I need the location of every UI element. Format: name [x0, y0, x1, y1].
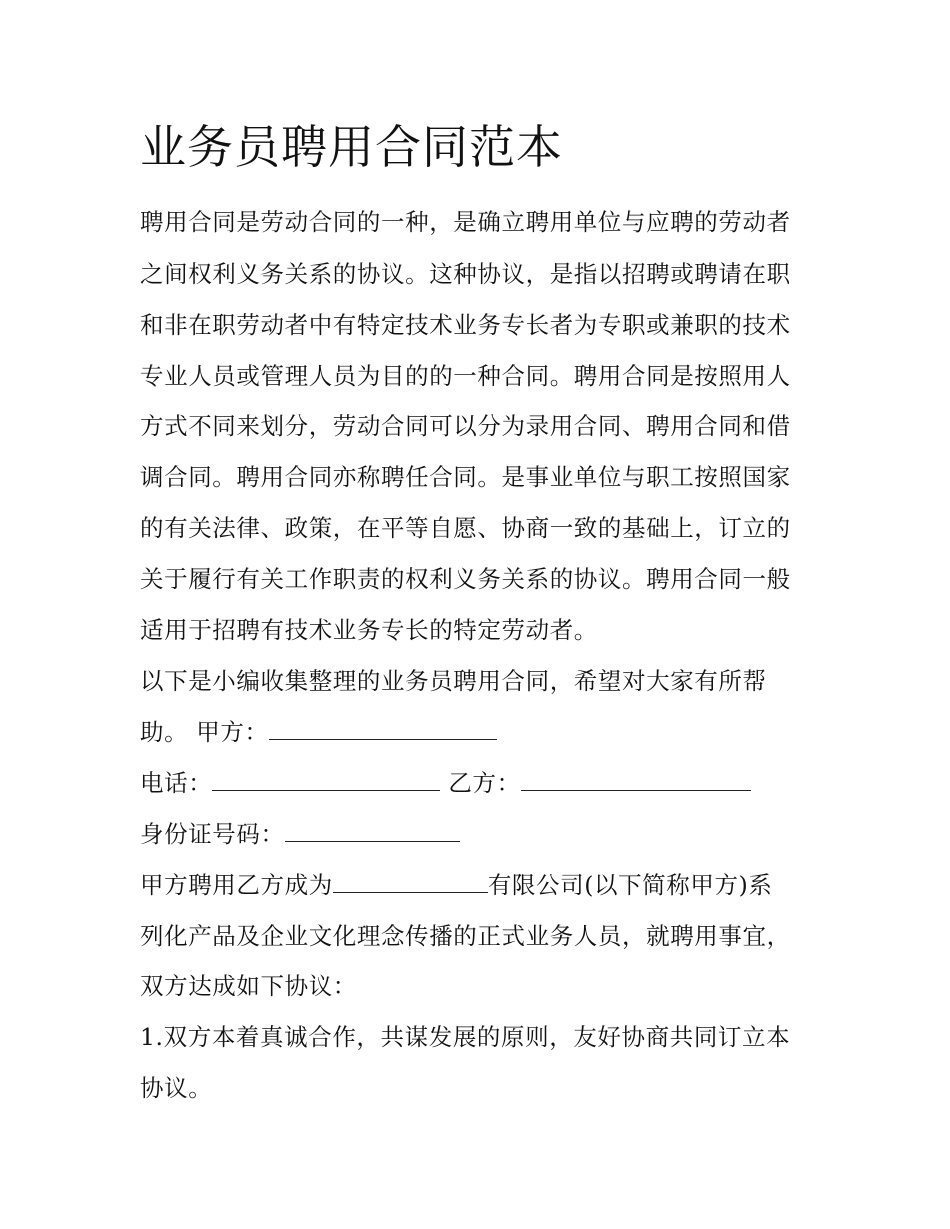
intro-line: 方式不同来划分，劳动合同可以分为录用合同、聘用合同和借: [140, 412, 791, 440]
intro-line: 的有关法律、政策，在平等自愿、协商一致的基础上，订立的: [140, 514, 791, 542]
party-a-line: [140, 714, 497, 750]
lead-tail: 助。: [140, 718, 189, 746]
hire-line-2: 列化产品及企业文化理念传播的正式业务人员，就聘用事宜，: [140, 922, 791, 950]
party-a-blank: [269, 715, 497, 740]
party-b-blank: [521, 766, 751, 791]
party-a-label: 甲方：: [196, 718, 269, 746]
hire-line-3: 双方达成如下协议：: [140, 972, 357, 1000]
intro-line: 调合同。聘用合同亦称聘任合同。是事业单位与职工按照国家: [140, 463, 791, 491]
lead-line: 以下是小编收集整理的业务员聘用合同，希望对大家有所帮: [140, 667, 767, 695]
hire-suffix: 有限公司(以下简称甲方)系: [487, 871, 773, 899]
id-line: [140, 816, 460, 852]
phone-label: 电话：: [140, 769, 213, 797]
phone-blank: [212, 766, 440, 791]
intro-line: 专业人员或管理人员为目的的一种合同。聘用合同是按照用人: [140, 362, 791, 390]
intro-line: 和非在职劳动者中有特定技术业务专长者为专职或兼职的技术: [140, 311, 791, 339]
company-blank: [333, 868, 488, 893]
id-blank: [285, 817, 460, 842]
document-title: 业务员聘用合同范本: [140, 120, 563, 174]
party-b-label: 乙方：: [448, 769, 521, 797]
id-label: 身份证号码：: [140, 820, 285, 848]
clause-1-line-2: 协议。: [140, 1074, 213, 1102]
phone-line: [140, 765, 751, 801]
hire-prefix: 甲方聘用乙方成为: [140, 871, 333, 899]
clause-1-line-1: 1.双方本着真诚合作，共谋发展的原则，友好协商共同订立本: [140, 1023, 791, 1051]
hire-line: [140, 867, 772, 903]
intro-line: 适用于招聘有技术业务专长的特定劳动者。: [140, 616, 598, 644]
intro-line: 关于履行有关工作职责的权利义务关系的协议。聘用合同一般: [140, 565, 791, 593]
intro-line: 之间权利义务关系的协议。这种协议，是指以招聘或聘请在职: [140, 260, 791, 288]
intro-line: 聘用合同是劳动合同的一种，是确立聘用单位与应聘的劳动者: [140, 208, 791, 236]
